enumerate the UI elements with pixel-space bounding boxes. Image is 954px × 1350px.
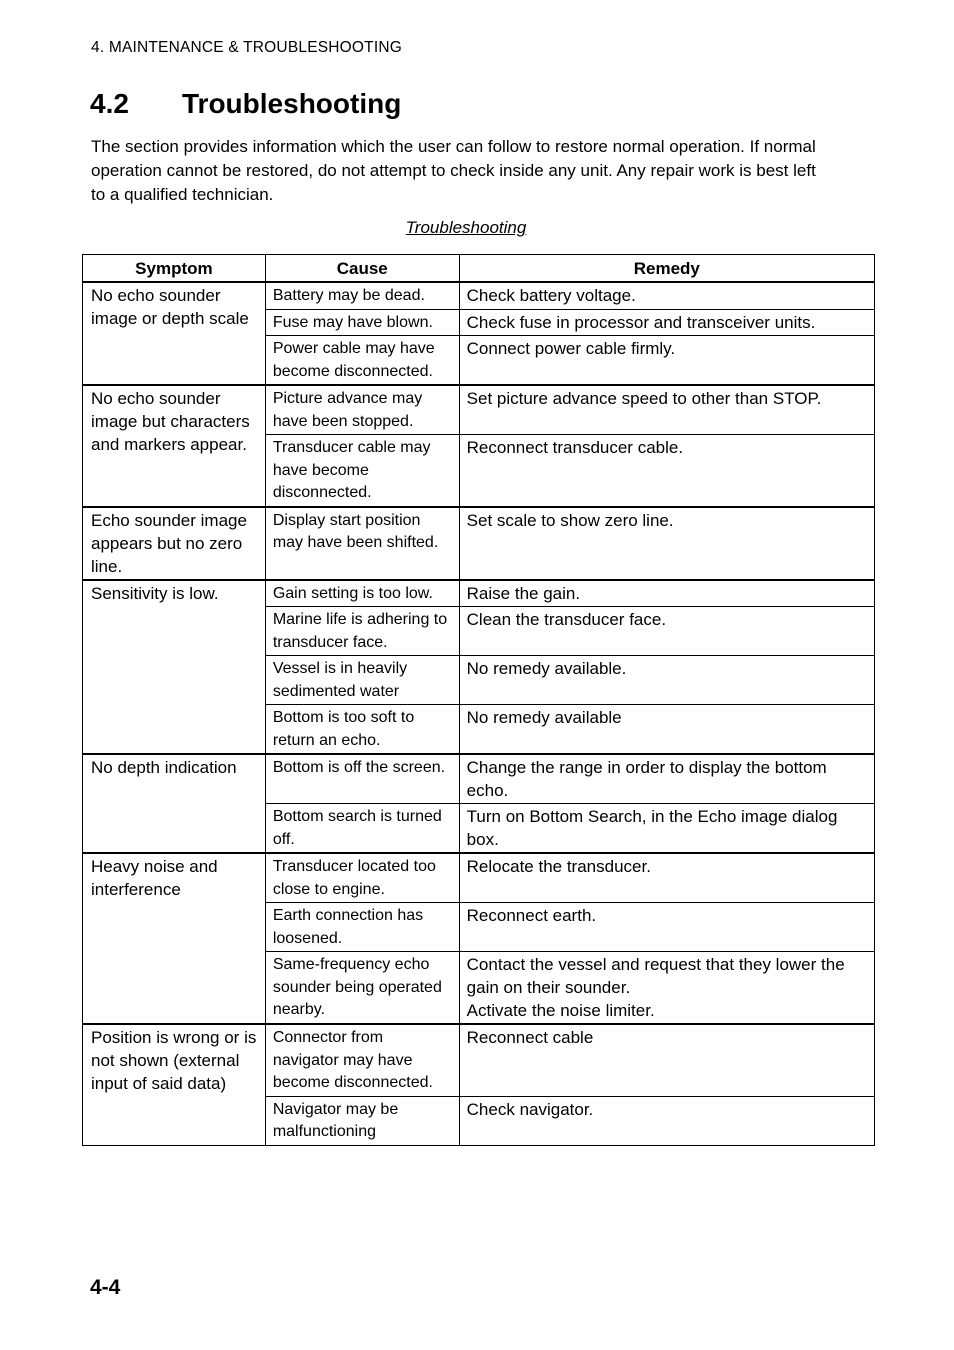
table-header-row bbox=[83, 255, 875, 283]
remedy-cell: Reconnect cable bbox=[459, 1024, 874, 1096]
cause-cell: Bottom search is turned off. bbox=[265, 804, 459, 854]
running-head: 4. MAINTENANCE & TROUBLESHOOTING bbox=[91, 39, 402, 56]
cause-cell: Battery may be dead. bbox=[265, 282, 459, 309]
header-remedy: Remedy bbox=[459, 255, 874, 283]
remedy-cell: Connect power cable firmly. bbox=[459, 336, 874, 386]
troubleshooting-table bbox=[82, 254, 875, 1146]
page-number: 4-4 bbox=[90, 1276, 121, 1299]
header-cause: Cause bbox=[265, 255, 459, 283]
symptom-cell: No echo sounder image or depth scale bbox=[83, 282, 266, 385]
remedy-cell: Reconnect earth. bbox=[459, 903, 874, 952]
cause-cell: Gain setting is too low. bbox=[265, 580, 459, 607]
remedy-cell: Set picture advance speed to other than STOP. bbox=[459, 385, 874, 435]
remedy-cell: No remedy available. bbox=[459, 656, 874, 705]
remedy-cell: Check navigator. bbox=[459, 1096, 874, 1145]
remedy-line: Activate the noise limiter. bbox=[466, 1001, 655, 1020]
cause-cell: Transducer located too close to engine. bbox=[265, 853, 459, 903]
table-row bbox=[83, 754, 875, 804]
remedy-cell: Clean the transducer face. bbox=[459, 607, 874, 656]
cause-cell: Power cable may have become disconnected. bbox=[265, 336, 459, 386]
cause-cell: Picture advance may have been stopped. bbox=[265, 385, 459, 435]
symptom-cell: Position is wrong or is not shown (external input of said data) bbox=[83, 1024, 266, 1145]
symptom-cell: Echo sounder image appears but no zero line. bbox=[83, 507, 266, 580]
cause-cell: Bottom is off the screen. bbox=[265, 754, 459, 804]
table-row bbox=[83, 507, 875, 580]
cause-cell: Earth connection has loosened. bbox=[265, 903, 459, 952]
table-row bbox=[83, 385, 875, 435]
cause-cell: Connector from navigator may have become disconnected. bbox=[265, 1024, 459, 1096]
table-caption: Troubleshooting bbox=[405, 218, 527, 237]
remedy-cell bbox=[459, 952, 874, 1025]
remedy-cell: Relocate the transducer. bbox=[459, 853, 874, 903]
cause-cell: Bottom is too soft to return an echo. bbox=[265, 705, 459, 755]
header-symptom: Symptom bbox=[83, 255, 266, 283]
remedy-cell: Change the range in order to display the bottom echo. bbox=[459, 754, 874, 804]
cause-cell: Transducer cable may have become disconnected. bbox=[265, 435, 459, 507]
remedy-line: Contact the vessel and request that they lower the gain on their sounder. bbox=[466, 955, 845, 997]
cause-cell: Display start position may have been shifted. bbox=[265, 507, 459, 580]
symptom-cell: No echo sounder image but characters and markers appear. bbox=[83, 385, 266, 507]
symptom-cell: Sensitivity is low. bbox=[83, 580, 266, 755]
section-number: 4.2 bbox=[90, 88, 129, 119]
symptom-cell: Heavy noise and interference bbox=[83, 853, 266, 1024]
cause-cell: Same-frequency echo sounder being operated nearby. bbox=[265, 952, 459, 1025]
table-row bbox=[83, 853, 875, 903]
remedy-cell: Check fuse in processor and transceiver units. bbox=[459, 309, 874, 336]
remedy-cell: Reconnect transducer cable. bbox=[459, 435, 874, 507]
intro-paragraph: The section provides information which the user can follow to restore normal operation. If normal operation cannot be restored, do not attempt to check inside any unit. Any repair work is best left to a qualified technician. bbox=[91, 137, 816, 204]
cause-cell: Navigator may be malfunctioning bbox=[265, 1096, 459, 1145]
remedy-cell: Turn on Bottom Search, in the Echo image dialog box. bbox=[459, 804, 874, 854]
table-row bbox=[83, 580, 875, 607]
remedy-cell: No remedy available bbox=[459, 705, 874, 755]
cause-cell: Fuse may have blown. bbox=[265, 309, 459, 336]
table-row bbox=[83, 282, 875, 309]
table-row bbox=[83, 1024, 875, 1096]
remedy-cell: Raise the gain. bbox=[459, 580, 874, 607]
section-title bbox=[90, 88, 401, 120]
symptom-cell: No depth indication bbox=[83, 754, 266, 853]
remedy-cell: Set scale to show zero line. bbox=[459, 507, 874, 580]
remedy-cell: Check battery voltage. bbox=[459, 282, 874, 309]
cause-cell: Marine life is adhering to transducer face. bbox=[265, 607, 459, 656]
cause-cell: Vessel is in heavily sedimented water bbox=[265, 656, 459, 705]
section-title-text: Troubleshooting bbox=[182, 88, 402, 119]
